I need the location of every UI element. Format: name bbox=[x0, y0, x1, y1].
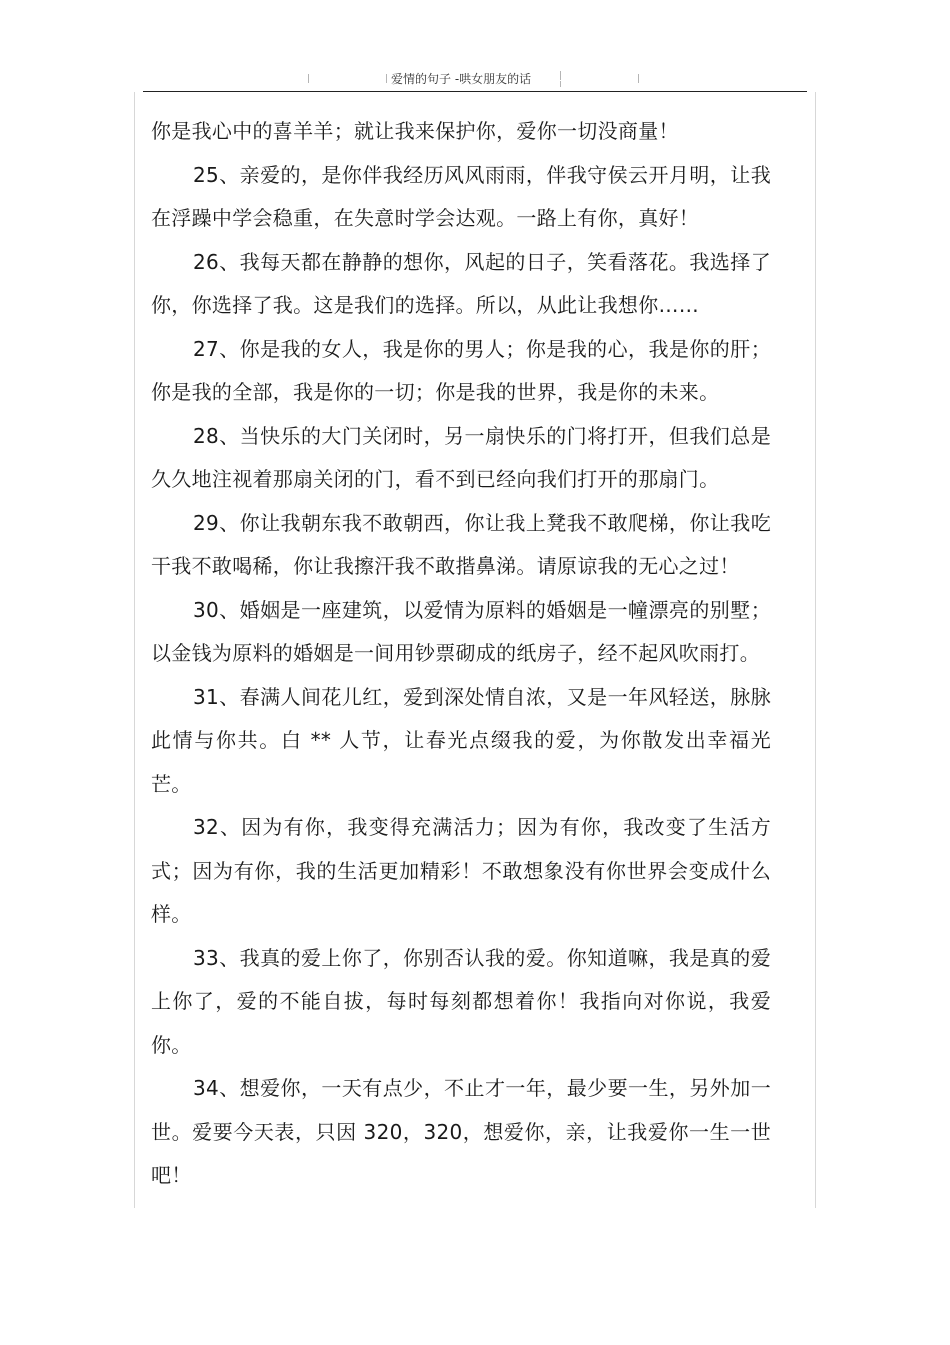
paragraph-31: 31、春满人间花儿红，爱到深处情自浓，又是一年风轻送，脉脉此情与你共。白 ** 人节，让春光点缀我的爱，为你散发出幸福光芒。 bbox=[151, 684, 771, 796]
right-margin-line bbox=[815, 92, 816, 1208]
paragraph-26: 26、我每天都在静静的想你，风起的日子，笑看落花。我选择了你，你选择了我。这是我们的选择。所以，从此让我想你…… bbox=[151, 249, 771, 317]
paragraph-25: 25、亲爱的，是你伴我经历风风雨雨，伴我守侯云开月明，让我在浮躁中学会稳重，在失意时学会达观。一路上有你，真好！ bbox=[151, 162, 771, 230]
paragraph-30: 30、婚姻是一座建筑，以爱情为原料的婚姻是一幢漂亮的别墅；以金钱为原料的婚姻是一间用钞票砌成的纸房子，经不起风吹雨打。 bbox=[151, 597, 771, 665]
header-tick bbox=[308, 74, 309, 83]
page-header bbox=[0, 68, 950, 90]
paragraph-33: 33、我真的爱上你了，你别否认我的爱。你知道嘛，我是真的爱上你了，爱的不能自拔，每时每刻都想着你！我指向对你说，我爱你。 bbox=[151, 945, 771, 1057]
paragraph-32: 32、因为有你，我变得充满活力；因为有你，我改变了生活方式；因为有你，我的生活更加精彩！不敢想象没有你世界会变成什么样。 bbox=[151, 815, 771, 926]
header-tick bbox=[560, 71, 561, 80]
header-title: 爱情的句子 -哄女朋友的话 bbox=[391, 72, 532, 86]
paragraph-27: 27、你是我的女人，我是你的男人；你是我的心，我是你的肝；你是我的全部，我是你的一切；你是我的世界，我是你的未来。 bbox=[151, 336, 771, 404]
header-rule bbox=[143, 91, 807, 92]
header-tick bbox=[638, 74, 639, 83]
paragraph-34: 34、想爱你，一天有点少，不止才一年，最少要一生，另外加一世。爱要今天表，只因 320，320，想爱你，亲，让我爱你一生一世吧！ bbox=[151, 1076, 771, 1187]
left-margin-line bbox=[134, 92, 135, 1208]
header-tick bbox=[560, 81, 561, 87]
paragraph-28: 28、当快乐的大门关闭时，另一扇快乐的门将打开，但我们总是久久地注视着那扇关闭的门，看不到已经向我们打开的那扇门。 bbox=[151, 423, 771, 491]
paragraph-29: 29、你让我朝东我不敢朝西，你让我上凳我不敢爬梯，你让我吃干我不敢喝稀，你让我擦汗我不敢揩鼻涕。请原谅我的无心之过！ bbox=[151, 510, 771, 578]
paragraph-continuation: 你是我心中的喜羊羊；就让我来保护你，爱你一切没商量！ bbox=[151, 119, 679, 143]
document-body bbox=[151, 110, 771, 1198]
header-tick bbox=[386, 74, 387, 83]
